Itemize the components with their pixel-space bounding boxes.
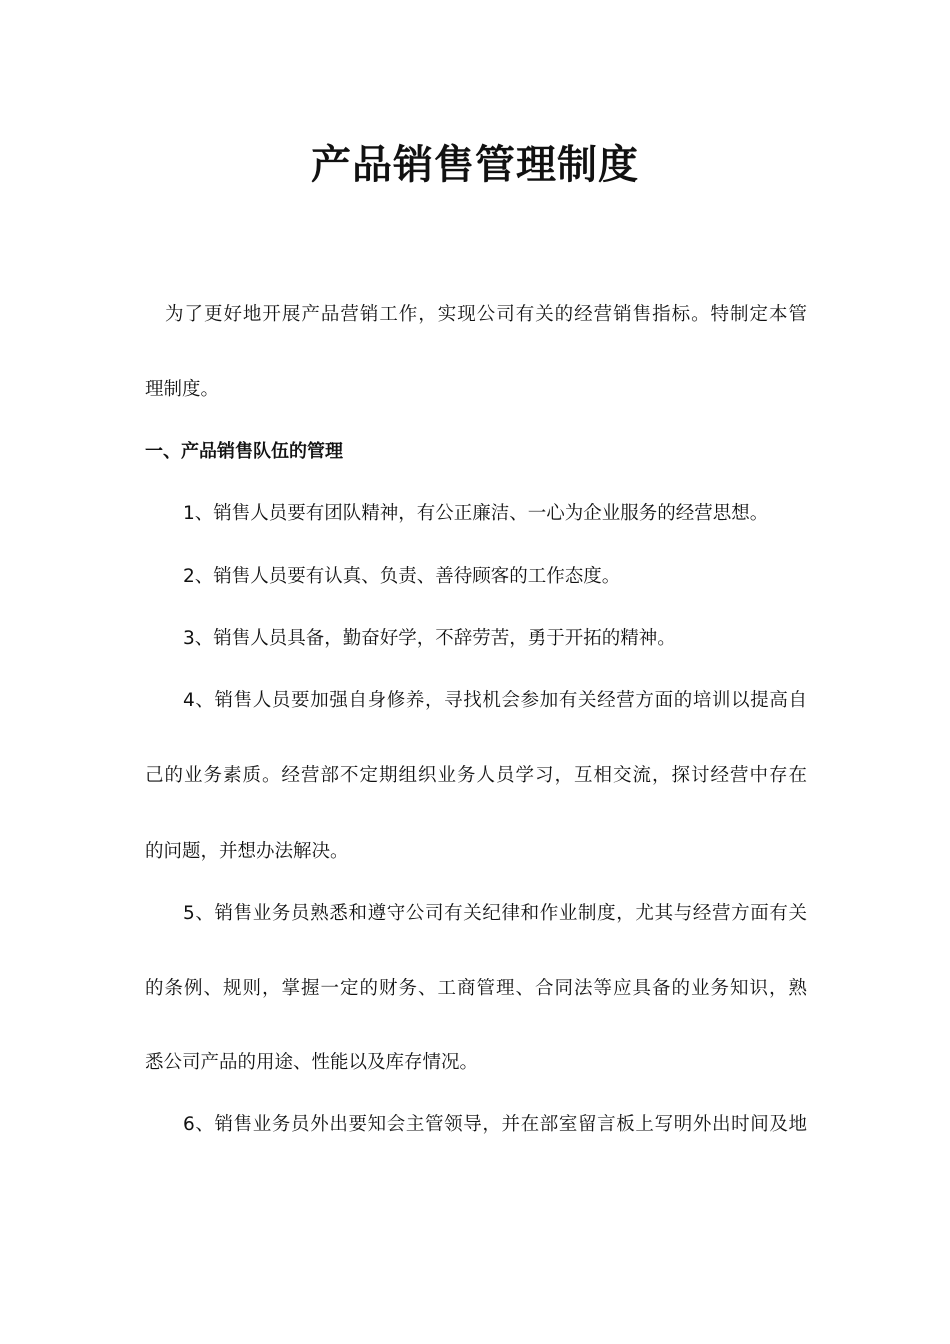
list-item-5-line-2: 的条例、规则，掌握一定的财务、工商管理、合同法等应具备的业务知识，熟 [145,978,807,999]
list-item-5-line-1: 5、销售业务员熟悉和遵守公司有关纪律和作业制度，尤其与经营方面有关 [183,903,807,924]
list-item-1: 1、销售人员要有团队精神，有公正廉洁、一心为企业服务的经营思想。 [183,503,769,524]
list-item-4-line-1: 4、销售人员要加强自身修养，寻找机会参加有关经营方面的培训以提高自 [183,690,807,711]
list-item-2: 2、销售人员要有认真、负责、善待顾客的工作态度。 [183,566,621,587]
document-title: 产品销售管理制度 [311,142,639,188]
intro-line-1: 为了更好地开展产品营销工作，实现公司有关的经营销售指标。特制定本管 [165,304,807,325]
list-item-4-line-3: 的问题，并想办法解决。 [145,841,349,862]
list-item-6-line-1: 6、销售业务员外出要知会主管领导，并在部室留言板上写明外出时间及地 [183,1114,807,1135]
intro-line-2: 理制度。 [145,379,220,400]
list-item-5-line-3: 悉公司产品的用途、性能以及库存情况。 [145,1052,479,1073]
list-item-3: 3、销售人员具备，勤奋好学，不辞劳苦，勇于开拓的精神。 [183,628,676,649]
section-heading: 一、产品销售队伍的管理 [145,441,343,462]
list-item-4-line-2: 己的业务素质。经营部不定期组织业务人员学习，互相交流，探讨经营中存在 [145,765,807,786]
